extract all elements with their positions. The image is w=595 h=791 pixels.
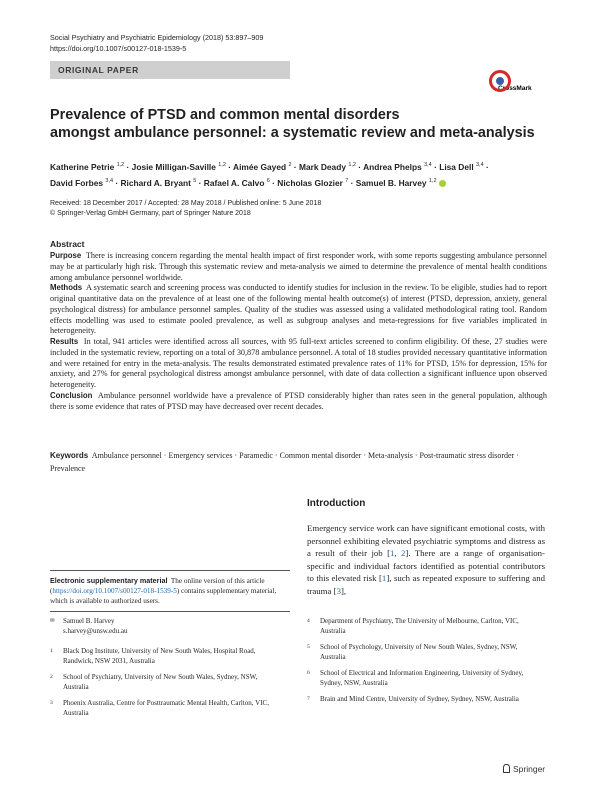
journal-citation: Social Psychiatry and Psychiatric Epidemiology (2018) 53:897–909 (50, 33, 264, 42)
affiliation-number: 2 (50, 674, 53, 680)
author-affil: 1,2 (348, 162, 356, 168)
copyright: © Springer-Verlag GmbH Germany, part of Springer Nature 2018 (50, 210, 251, 217)
affiliation-text: Black Dog Institute, University of New South Wales, Hospital Road, Randwick, NSW 2031, Australia (63, 647, 256, 666)
envelope-icon[interactable]: ✉ (50, 618, 55, 624)
affiliation-text: Brain and Mind Centre, University of Sydney, Sydney, NSW, Australia (320, 695, 519, 703)
methods-text: A systematic search and screening process was conducted to identify studies for inclusion in the review. To be eligible, studies had to report original quantitative data on the prevalence of at least one of the following mental health outcome(s) of interest (PTSD, depression, anxiety, general psychological distress) for ambulance personnel samples. Quality of the studies was assessed using a validated methodological rating tool. Random effects modelling was used to estimate pooled prevalence, as well as subgroup analyses and meta-regressions for five variables implicated in heterogeneity. (50, 283, 547, 336)
citation-link[interactable]: 3 (336, 585, 341, 596)
author-affil: 3,4 (424, 162, 432, 168)
esm-text: ) contains supplementary material, which is available to authorized users. (50, 587, 277, 605)
article-title (50, 106, 550, 142)
affiliation-number: 3 (50, 700, 53, 706)
crossmark-icon (489, 70, 511, 92)
affiliation-item (307, 642, 547, 664)
intro-text: ], such as repeated exposure to suffering and trauma [ (307, 573, 545, 596)
esm-link[interactable]: https://doi.org/10.1007/s00127-018-1539-5 (52, 587, 177, 595)
keywords-text: Ambulance personnel · Emergency services · Paramedic · Common mental disorder · Meta-analysis · Post-traumatic stress disorder · Prevalence (50, 451, 519, 473)
esm-note (50, 576, 280, 606)
citation-link[interactable]: 1 (381, 573, 387, 584)
affiliation-number: 6 (307, 670, 310, 676)
author-name[interactable]: Mark Deady (298, 161, 346, 172)
affiliation-item (50, 672, 290, 694)
intro-text: ]. There are a range of organisation-specific and individual factors identified as potential contributors to this elevated risk [ (307, 548, 545, 584)
author-affil: 6 (266, 177, 270, 184)
author-affil: 5 (193, 177, 197, 184)
author-list: Katherine Petrie $^{1,2}$ · Josie Milligan-Saville $^{1,2}$ · Aimée Gayed $^2$ · Mark Deady $^{1,2}$ · Andrea Phelps $^{3,4}$ · Lisa Dell $^{3,4}$ · David Forbes $^{3,4}$ · Richard A. Bryant $^5$ · Rafael A. Calvo $^6$ · Nicholas Glozier $^7$ · Samuel B. Harvey $^{1,2}$ (50, 161, 489, 188)
author-name[interactable]: Andrea Phelps (363, 161, 422, 172)
section-label: ORIGINAL PAPER (58, 65, 139, 75)
results-label: Results (50, 337, 79, 346)
footnote-rule (50, 611, 290, 612)
author-affil: 1,2 (218, 162, 226, 168)
results-text: In total, 941 articles were identified across all sources, with 95 full-text articles screened to confirm eligibility. Of these, 27 studies were included in the systematic review, reporting on a total of 30,878 ambulance personnel. A total of 18 studies provided necessary quantitative information and were retained for entry in the meta-analysis. The results demonstrated estimated prevalence rates of 11% for PTSD, 15% for depression, 15% for anxiety, and 27% for general psychological distress amongst ambulance personnel, with date of data collection a significant influence upon observed heterogeneity. (50, 337, 547, 389)
crossmark-label: CrossMark (498, 85, 532, 92)
esm-label: Electronic supplementary material (50, 576, 168, 585)
author-name[interactable]: Aimée Gayed (233, 161, 287, 172)
affiliation-item (307, 668, 547, 690)
affiliation-item (50, 646, 290, 668)
intro-text: Emergency service work can have significant emotional costs, with personnel exhibiting elevated psychiatric symptoms and distress as a result of their job [ (307, 523, 545, 559)
methods-label: Methods (50, 283, 83, 293)
citation-link[interactable]: 2 (401, 548, 406, 559)
affiliation-number: 4 (307, 618, 310, 624)
affiliation-text: Department of Psychiatry, The University of Melbourne, Carlton, VIC, Australia (320, 617, 519, 636)
author-name[interactable]: Rafael A. Calvo (203, 177, 265, 188)
affiliation-number: 5 (307, 644, 310, 650)
affiliation-item (307, 694, 547, 716)
citation-link[interactable]: 1 (390, 548, 395, 559)
author-affil: 1,2 (116, 162, 125, 168)
intro-text: ], (340, 585, 347, 596)
history-dates: Received: 18 December 2017 / Accepted: 28 May 2018 / Published online: 5 June 2018 (50, 200, 322, 207)
abstract-body (50, 251, 547, 412)
affiliation-item (50, 698, 290, 720)
correspondence-name: Samuel B. Harvey (63, 617, 115, 625)
orcid-icon[interactable] (439, 180, 446, 187)
correspondence-email[interactable]: s.harvey@unsw.edu.au (63, 627, 128, 636)
abstract-heading: Abstract (50, 239, 85, 249)
conclusion-label: Conclusion (50, 390, 93, 400)
author-affil: 2 (288, 162, 292, 168)
publisher-logo (503, 764, 545, 774)
conclusion-text: Ambulance personnel worldwide have a prevalence of PTSD considerably higher than rates seen in the general population, although there is some evidence that rates of PTSD may have decreased over recent decades. (50, 390, 547, 411)
introduction-heading: Introduction (307, 498, 366, 509)
author-affil: 7 (345, 177, 349, 184)
affiliation-item (307, 616, 547, 638)
keywords-label: Keywords (50, 451, 89, 460)
journal-doi[interactable]: https://doi.org/10.1007/s00127-018-1539-5 (50, 43, 187, 53)
purpose-label: Purpose (50, 251, 82, 260)
affiliation-text: School of Electrical and Information Engineering, University of Sydney, Sydney, NSW, Australia (320, 669, 524, 688)
intro-text: , (394, 548, 402, 559)
footnote-rule (50, 570, 290, 571)
purpose-text: There is increasing concern regarding the mental health impact of first responder work, with some reports suggesting ambulance personnel may be at particularly high risk. Through this systematic review and meta-analysis we aimed to determine the prevalence of mental health conditions among ambulance personnel worldwide. (50, 251, 547, 282)
affiliation-number: 7 (307, 696, 310, 702)
affiliation-text: School of Psychiatry, University of New South Wales, Sydney, NSW, Australia (63, 673, 258, 692)
affiliation-number: 1 (50, 648, 53, 654)
keywords (50, 450, 545, 475)
section-band (50, 61, 290, 79)
affiliation-text: School of Psychology, University of New South Wales, Sydney, NSW, Australia (320, 643, 518, 662)
introduction-body (307, 522, 545, 598)
title-line-1: Prevalence of PTSD and common mental disorders (50, 107, 400, 123)
author-name[interactable]: Samuel B. Harvey (355, 177, 427, 188)
author-name[interactable]: Nicholas Glozier (277, 177, 343, 188)
title-line-2: amongst ambulance personnel: a systematic review and meta-analysis (50, 125, 535, 141)
esm-text: The online version of this article ( (50, 577, 265, 595)
author-name[interactable]: Richard A. Bryant (120, 177, 191, 188)
author-affil: 1,2 (428, 177, 437, 184)
publisher-name: Springer (513, 764, 546, 774)
author-name[interactable]: David Forbes (50, 177, 104, 188)
author-affil: 3,4 (105, 177, 114, 184)
author-name[interactable]: Lisa Dell (439, 161, 474, 172)
author-affil: 3,4 (475, 162, 484, 168)
crossmark-badge[interactable] (487, 70, 547, 92)
author-name[interactable]: Josie Milligan-Saville (131, 161, 216, 172)
correspondence (50, 616, 290, 638)
journal-header (50, 33, 263, 54)
article-dates (50, 199, 550, 219)
springer-horse-icon (503, 764, 510, 773)
author-name[interactable]: Katherine Petrie (50, 161, 115, 172)
affiliation-text: Phoenix Australia, Centre for Posttraumatic Mental Health, Carlton, VIC, Australia (63, 699, 269, 718)
